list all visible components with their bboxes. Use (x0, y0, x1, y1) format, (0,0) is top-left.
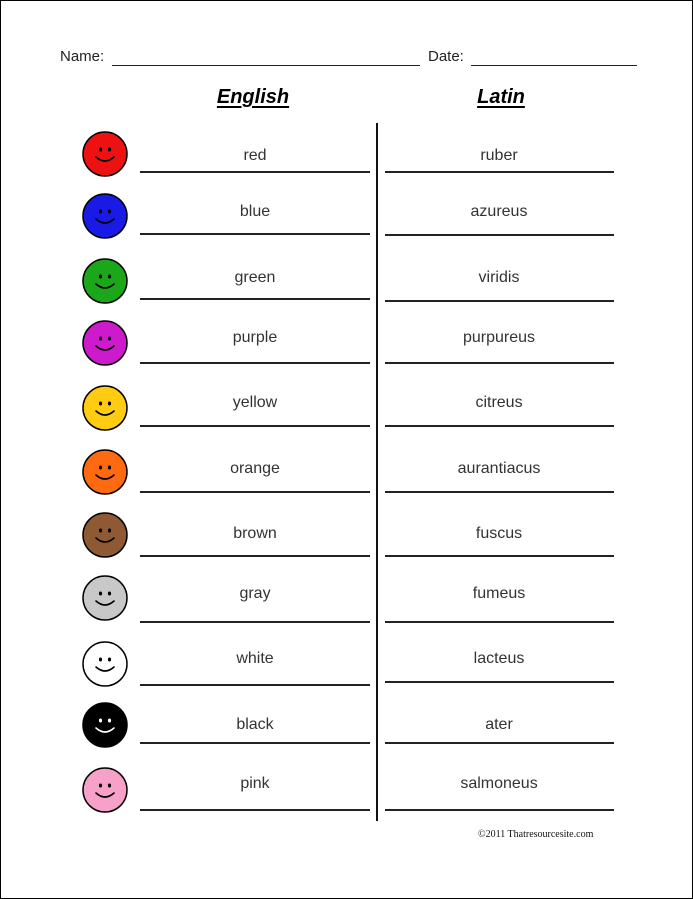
list-item (0, 193, 693, 253)
latin-word: azureus (470, 203, 528, 220)
smiley-face-icon (82, 258, 128, 304)
english-word: green (234, 269, 276, 286)
smiley-face-icon (82, 641, 128, 687)
smiley-face-icon (82, 193, 128, 239)
latin-word: fuscus (475, 525, 523, 542)
latin-word: purpureus (462, 329, 536, 346)
latin-word: ater (485, 716, 513, 733)
list-item (0, 385, 693, 445)
english-answer-line[interactable] (140, 425, 370, 427)
date-field-line[interactable] (471, 65, 637, 66)
latin-word: citreus (475, 394, 523, 411)
list-item (0, 702, 693, 762)
english-column-heading: English (216, 86, 290, 108)
english-answer-line[interactable] (140, 362, 370, 364)
latin-word: fumeus (472, 585, 526, 602)
latin-answer-line[interactable] (385, 425, 614, 427)
latin-column-heading: Latin (477, 86, 525, 108)
english-word: red (243, 147, 267, 164)
english-word: purple (232, 329, 278, 346)
list-item (0, 131, 693, 191)
latin-word: salmoneus (460, 775, 538, 792)
latin-word: ruber (480, 147, 518, 164)
english-word: white (236, 650, 274, 667)
smiley-face-icon (82, 131, 128, 177)
latin-word: lacteus (473, 650, 525, 667)
list-item (0, 449, 693, 509)
smiley-face-icon (82, 512, 128, 558)
english-word: black (236, 716, 274, 733)
english-answer-line[interactable] (140, 555, 370, 557)
latin-answer-line[interactable] (385, 491, 614, 493)
english-answer-line[interactable] (140, 491, 370, 493)
english-answer-line[interactable] (140, 684, 370, 686)
english-word: yellow (232, 394, 278, 411)
list-item (0, 320, 693, 380)
english-answer-line[interactable] (140, 809, 370, 811)
latin-word: aurantiacus (457, 460, 541, 477)
english-answer-line[interactable] (140, 621, 370, 623)
name-label: Name: (60, 48, 105, 65)
list-item (0, 767, 693, 827)
latin-answer-line[interactable] (385, 681, 614, 683)
list-item (0, 575, 693, 635)
copyright-notice: ©2011 Thatresourcesite.com (478, 829, 594, 840)
latin-answer-line[interactable] (385, 742, 614, 744)
english-word: blue (239, 203, 271, 220)
smiley-face-icon (82, 767, 128, 813)
smiley-face-icon (82, 385, 128, 431)
english-answer-line[interactable] (140, 742, 370, 744)
latin-answer-line[interactable] (385, 234, 614, 236)
english-word: orange (230, 460, 280, 477)
english-answer-line[interactable] (140, 171, 370, 173)
latin-answer-line[interactable] (385, 809, 614, 811)
list-item (0, 258, 693, 318)
latin-word: viridis (478, 269, 520, 286)
latin-answer-line[interactable] (385, 362, 614, 364)
english-answer-line[interactable] (140, 298, 370, 300)
date-label: Date: (428, 48, 464, 65)
english-word: brown (233, 525, 277, 542)
smiley-face-icon (82, 575, 128, 621)
latin-answer-line[interactable] (385, 300, 614, 302)
smiley-face-icon (82, 702, 128, 748)
smiley-face-icon (82, 320, 128, 366)
latin-answer-line[interactable] (385, 621, 614, 623)
english-word: pink (240, 775, 270, 792)
latin-answer-line[interactable] (385, 171, 614, 173)
english-answer-line[interactable] (140, 233, 370, 235)
smiley-face-icon (82, 449, 128, 495)
list-item (0, 641, 693, 701)
latin-answer-line[interactable] (385, 555, 614, 557)
name-field-line[interactable] (112, 65, 420, 66)
english-word: gray (239, 585, 271, 602)
list-item (0, 512, 693, 572)
